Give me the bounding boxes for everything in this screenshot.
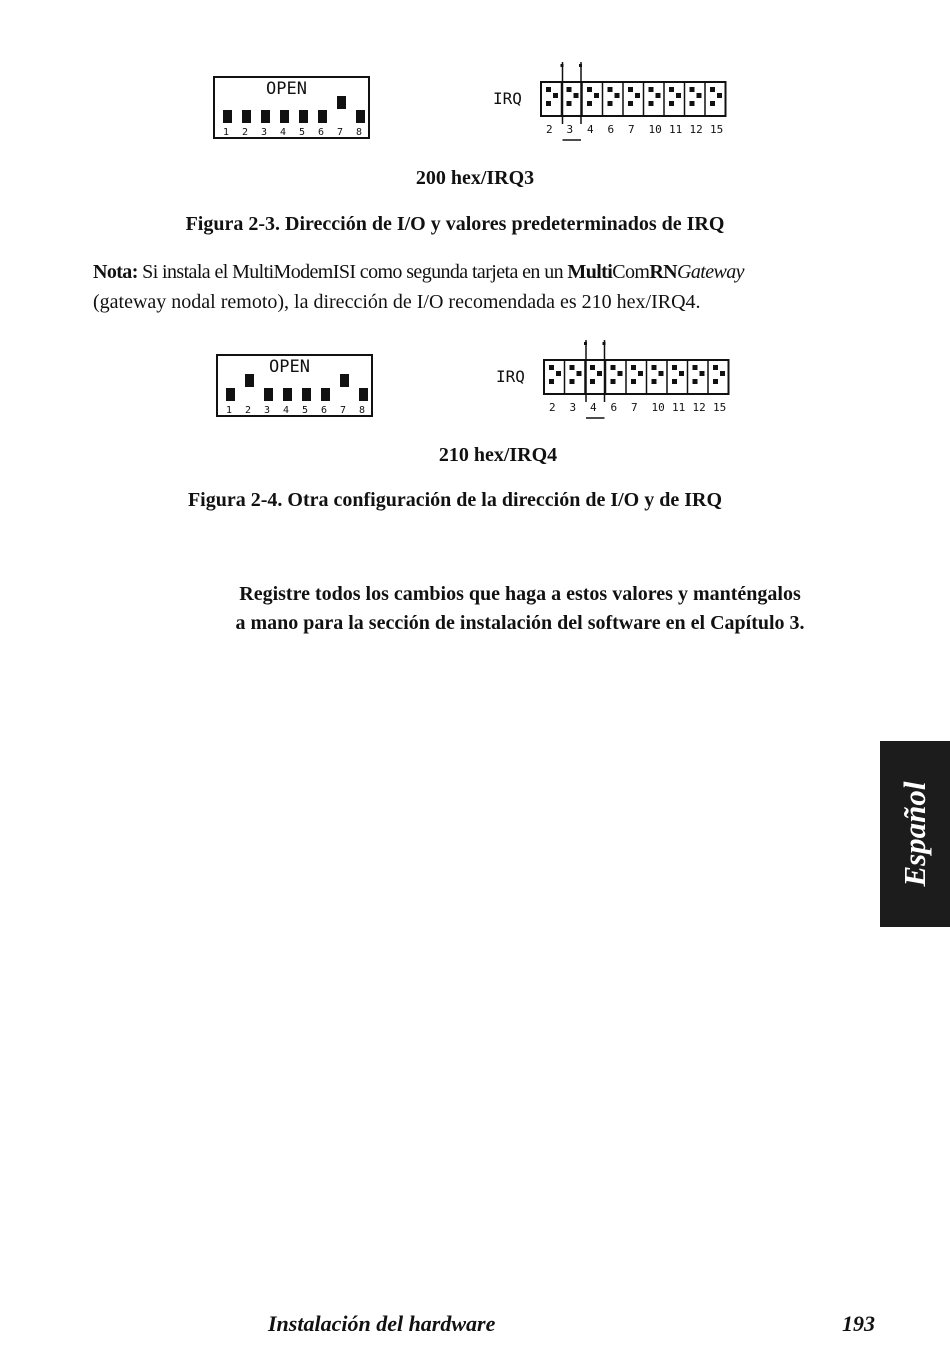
- irq-numbers: [546, 123, 723, 136]
- irq-pin: [608, 87, 613, 92]
- irq-pin: [594, 93, 599, 98]
- irq-selected-dot: [579, 64, 582, 67]
- note-line-1: [93, 257, 893, 287]
- setting-label-1: 200 hex/IRQ3: [415, 167, 535, 189]
- irq-pin: [710, 87, 715, 92]
- irq-number: 3: [569, 401, 577, 414]
- irq-pin: [713, 379, 718, 384]
- brand-gateway: Gateway: [677, 261, 744, 283]
- irq-pin: [693, 379, 698, 384]
- figure-caption-2-4: Figura 2-4. Otra configuración de la dirección de I/O y de IRQ: [187, 489, 723, 511]
- irq-pin: [570, 365, 575, 370]
- reminder-line-1: Registre todos los cambios que haga a estos valores y manténgalos: [239, 583, 801, 605]
- dip-switch-5: [302, 388, 311, 401]
- irq-number: 11: [672, 401, 686, 414]
- reminder-line-2: a mano para la sección de instalación del software en el Capítulo 3.: [235, 612, 805, 634]
- dip-switch-2: [242, 110, 251, 123]
- irq-number: 3: [566, 123, 574, 136]
- irq-pin: [608, 101, 613, 106]
- irq-pin: [656, 93, 661, 98]
- brand-com: Com: [612, 261, 650, 283]
- dip-switch-8: [359, 388, 368, 401]
- irq-pin: [587, 87, 592, 92]
- dip-switch-6: [318, 110, 327, 123]
- dip-open-label: OPEN: [269, 357, 310, 377]
- irq-pin: [676, 93, 681, 98]
- irq-pin: [672, 365, 677, 370]
- irq-number: 12: [692, 401, 706, 414]
- irq-jumper-diagram-2: [496, 336, 736, 420]
- irq-pin: [611, 365, 616, 370]
- irq-pin: [553, 93, 558, 98]
- irq-label: IRQ: [493, 89, 522, 108]
- irq-pin: [652, 365, 657, 370]
- dip-open-label: OPEN: [266, 79, 307, 99]
- irq-pin: [690, 101, 695, 106]
- dip-number: 6: [318, 127, 325, 138]
- dip-number: 5: [299, 127, 306, 138]
- irq-pin: [546, 101, 551, 106]
- irq-pin: [652, 379, 657, 384]
- dip-switch-7: [340, 374, 349, 387]
- note-label: Nota:: [93, 261, 138, 283]
- irq-pin: [690, 87, 695, 92]
- dip-switch-4: [280, 110, 289, 123]
- dip-switch-positions: [223, 96, 365, 123]
- dip-switch-2: [245, 374, 254, 387]
- irq-pin: [679, 371, 684, 376]
- irq-numbers: [549, 401, 726, 414]
- footer-section-title: Instalación del hardware: [268, 1311, 496, 1336]
- irq-pin: [700, 371, 705, 376]
- dip-switch-diagram-2: [216, 354, 376, 420]
- dip-number: 3: [264, 405, 271, 416]
- irq-selected-dot: [603, 342, 606, 345]
- irq-pin: [546, 87, 551, 92]
- dip-switch-1: [226, 388, 235, 401]
- language-side-tab: [880, 741, 950, 927]
- irq-pin: [669, 87, 674, 92]
- dip-number: 8: [359, 405, 366, 416]
- irq-number: 15: [710, 123, 724, 136]
- irq-pin: [597, 371, 602, 376]
- irq-pin: [649, 87, 654, 92]
- irq-pin: [590, 379, 595, 384]
- irq-pin: [697, 93, 702, 98]
- dip-switch-positions: [226, 374, 368, 401]
- irq-pin: [618, 371, 623, 376]
- irq-pin: [570, 379, 575, 384]
- irq-pin: [567, 101, 572, 106]
- dip-switch-numbers: [226, 405, 365, 416]
- irq-pin: [549, 365, 554, 370]
- irq-pin: [635, 93, 640, 98]
- irq-pin: [628, 101, 633, 106]
- irq-pin: [638, 371, 643, 376]
- irq-number: 6: [607, 123, 615, 136]
- dip-switch-3: [264, 388, 273, 401]
- irq-pin: [713, 365, 718, 370]
- irq-pin: [659, 371, 664, 376]
- irq-pin: [567, 87, 572, 92]
- dip-switch-4: [283, 388, 292, 401]
- irq-pin: [693, 365, 698, 370]
- dip-number: 4: [283, 405, 290, 416]
- dip-switch-7: [337, 96, 346, 109]
- irq-pin: [549, 379, 554, 384]
- irq-number: 12: [689, 123, 703, 136]
- language-tab-label: Español: [897, 781, 932, 887]
- note-paragraph: [93, 257, 893, 317]
- figure-caption-2-3: Figura 2-3. Dirección de I/O y valores predeterminados de IRQ: [185, 213, 725, 235]
- dip-switch-diagram-1: [213, 76, 373, 142]
- dip-number: 2: [242, 127, 249, 138]
- setting-label-2: 210 hex/IRQ4: [438, 444, 558, 466]
- irq-pin: [710, 101, 715, 106]
- irq-number: 15: [713, 401, 727, 414]
- irq-number: 7: [628, 123, 635, 136]
- irq-number: 10: [651, 401, 665, 414]
- irq-pin: [556, 371, 561, 376]
- irq-pin: [720, 371, 725, 376]
- dip-switch-3: [261, 110, 270, 123]
- irq-label: IRQ: [496, 367, 525, 386]
- irq-number: 4: [590, 401, 597, 414]
- irq-pin: [611, 379, 616, 384]
- dip-switch-6: [321, 388, 330, 401]
- note-text-1: Si instala el MultiModemISI como segunda tarjeta en un: [137, 261, 568, 283]
- irq-pin: [590, 365, 595, 370]
- irq-selected-dot: [584, 342, 587, 345]
- irq-selected-dot: [561, 64, 564, 67]
- irq-number: 6: [610, 401, 618, 414]
- irq-pin: [717, 93, 722, 98]
- irq-pin: [587, 101, 592, 106]
- irq-number: 11: [669, 123, 683, 136]
- dip-number: 7: [337, 127, 344, 138]
- reminder-paragraph: [170, 580, 870, 638]
- irq-pin: [615, 93, 620, 98]
- irq-pin: [628, 87, 633, 92]
- dip-number: 8: [356, 127, 363, 138]
- irq-pin: [574, 93, 579, 98]
- dip-number: 3: [261, 127, 268, 138]
- irq-pin: [631, 379, 636, 384]
- irq-pin: [631, 365, 636, 370]
- irq-number: 10: [648, 123, 662, 136]
- dip-number: 5: [302, 405, 309, 416]
- page-number: 193: [842, 1311, 875, 1336]
- dip-number: 7: [340, 405, 347, 416]
- dip-number: 1: [226, 405, 233, 416]
- dip-switch-5: [299, 110, 308, 123]
- dip-switch-8: [356, 110, 365, 123]
- irq-number: 2: [546, 123, 553, 136]
- irq-number: 2: [549, 401, 556, 414]
- dip-number: 4: [280, 127, 287, 138]
- irq-pin: [672, 379, 677, 384]
- dip-number: 6: [321, 405, 328, 416]
- note-line-2: (gateway nodal remoto), la dirección de I/O recomendada es 210 hex/IRQ4.: [93, 291, 701, 313]
- dip-switch-numbers: [223, 127, 362, 138]
- irq-number: 7: [631, 401, 638, 414]
- irq-jumper-diagram-1: [493, 58, 733, 142]
- dip-number: 2: [245, 405, 252, 416]
- dip-switch-1: [223, 110, 232, 123]
- brand-multi: Multi: [567, 261, 613, 283]
- brand-rn: RN: [649, 261, 677, 283]
- irq-pin: [669, 101, 674, 106]
- irq-number: 4: [587, 123, 594, 136]
- irq-pin: [577, 371, 582, 376]
- irq-pin: [649, 101, 654, 106]
- dip-number: 1: [223, 127, 230, 138]
